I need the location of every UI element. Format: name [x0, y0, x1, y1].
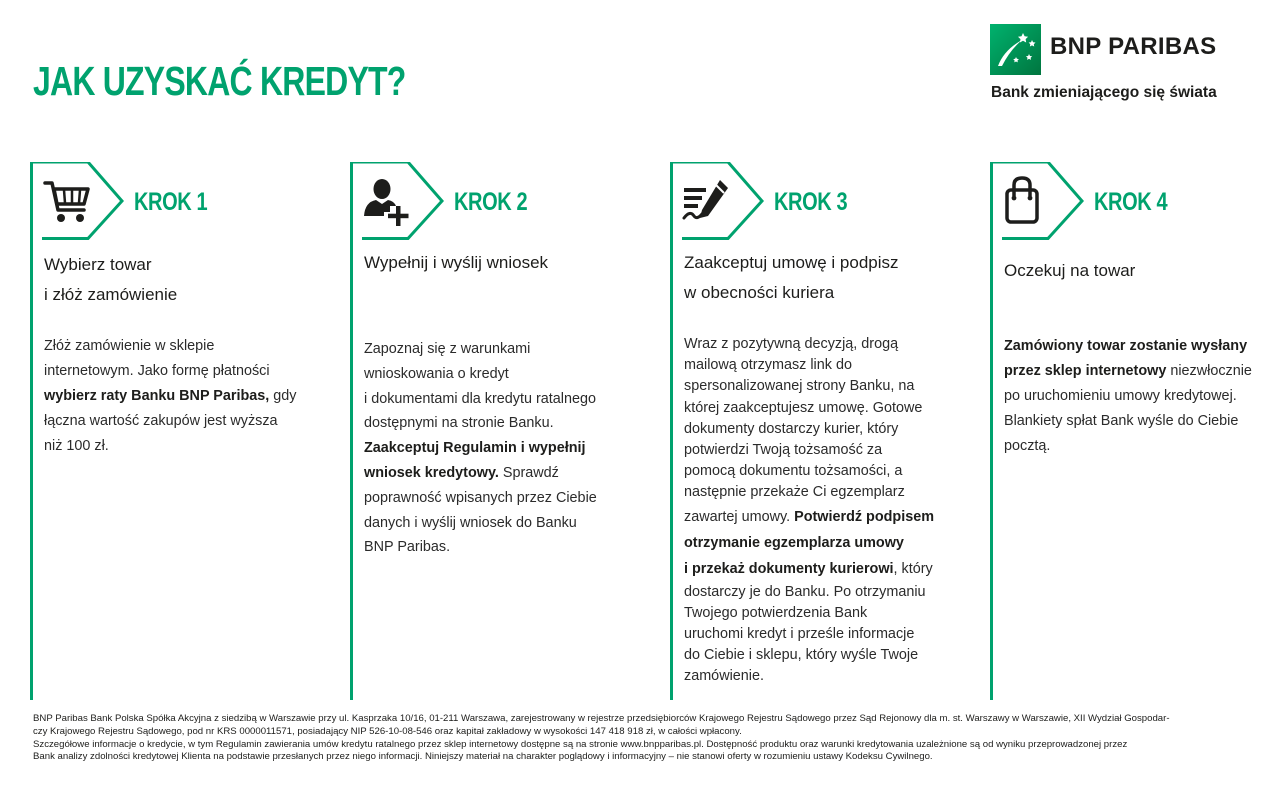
step-description — [44, 334, 296, 459]
text-line: i przekaż dokumenty kurierowi, który — [684, 560, 933, 577]
step-1 — [30, 160, 330, 702]
text-line: do Ciebie i sklepu, który wyśle Twoje — [684, 647, 919, 664]
text-line: łączna wartość zakupów jest wyższa — [44, 413, 278, 429]
text-line: wniosek kredytowy. Sprawdź — [364, 464, 559, 481]
text-line: dostępnymi na stronie Banku. — [364, 415, 554, 432]
text-line: dostarczy je do Banku. Po otrzymaniu — [684, 583, 926, 600]
text-line: zawartej umowy. Potwierdź podpisem — [684, 508, 935, 525]
step-3 — [670, 160, 970, 702]
text-line: uruchomi kredyt i prześle informacje — [684, 626, 915, 643]
text-line: Wraz z pozytywną decyzją, drogą — [684, 336, 899, 352]
text-line: następnie przekaże Ci egzemplarz — [684, 484, 905, 501]
text-line: przez sklep internetowy niezwłocznie — [1004, 363, 1252, 379]
brand-name: BNP PARIBAS — [1050, 33, 1217, 60]
step-heading: Zaakceptuj umowę i podpisz w obecności kuriera — [684, 253, 899, 302]
text-line: spersonalizowanej strony Banku, na — [684, 378, 915, 395]
text-line: mailową otrzymasz link do — [684, 357, 852, 374]
step-heading: Wypełnij i wyślij wniosek — [364, 253, 549, 272]
text-line: której zaakceptujesz umowę. Gotowe — [684, 399, 923, 416]
text-line: danych i wyślij wniosek do Banku — [364, 514, 577, 531]
step-label: KROK 3 — [774, 188, 848, 216]
step-description — [364, 337, 597, 560]
step-description — [1004, 334, 1252, 459]
text-line: dokumenty dostarczy kurier, który — [684, 420, 899, 437]
text-line: Zaakceptuj Regulamin i wypełnij — [364, 440, 586, 457]
text-line: Złóż zamówienie w sklepie — [44, 338, 215, 354]
step-divider — [350, 162, 353, 700]
text-line: zamówienie. — [684, 668, 764, 685]
step-4 — [990, 160, 1282, 702]
footer-line: BNP Paribas Bank Polska Spółka Akcyjna z siedzibą w Warszawie przy ul. Kasprzaka 10/16, 01-211 Warszawa, zarejestrowany w rejestrze przedsiębiorców Krajowego Rejestru Sądowego przez Sąd Rejonowy dla m. st. Warszawy w Warszawie, XII Wydział Gospodar- — [33, 713, 1170, 724]
step-divider — [670, 162, 673, 700]
text-line: wybierz raty Banku BNP Paribas, gdy — [44, 388, 297, 404]
step-divider — [30, 162, 33, 700]
text-line: i dokumentami dla kredytu ratalnego — [364, 390, 596, 407]
page-title: JAK UZYSKAĆ KREDYT? — [33, 58, 406, 104]
text-line: otrzymanie egzemplarza umowy — [684, 534, 904, 551]
step-heading: Wybierz towar i złóż zamówienie — [44, 255, 178, 304]
step-description — [684, 334, 934, 688]
add-user-icon — [362, 176, 412, 226]
text-line: Zapoznaj się z warunkami — [364, 341, 531, 357]
text-line: wnioskowania o kredyt — [364, 365, 509, 382]
footer-line: Szczegółowe informacje o kredycie, w tym Regulamin zawierania umów kredytu ratalnego przez sklep internetowy dostępne są na stronie www.bnpparibas.pl. Dostępność produktu oraz warunki kredytowania uzależnione są od wyniku przeprowadzonej przez — [33, 738, 1128, 750]
text-line: internetowym. Jako formę płatności — [44, 363, 270, 379]
bnp-paribas-logo-icon — [990, 24, 1041, 75]
step-label: KROK 4 — [1094, 188, 1168, 216]
brand-tagline: Bank zmieniającego się świata — [991, 84, 1217, 101]
step-heading: Oczekuj na towar — [1004, 261, 1136, 280]
step-divider — [990, 162, 993, 700]
text-line: poprawność wpisanych przez Ciebie — [364, 489, 597, 506]
brand-block — [990, 24, 1240, 106]
text-line: Blankiety spłat Bank wyśle do Ciebie — [1004, 413, 1239, 429]
text-line: pocztą. — [1004, 438, 1051, 454]
shopping-bag-icon — [1002, 176, 1052, 226]
sign-document-icon — [682, 176, 732, 226]
step-label: KROK 1 — [134, 188, 208, 216]
text-line: Twojego potwierdzenia Bank — [684, 604, 868, 621]
text-line: Zamówiony towar zostanie wysłany — [1004, 338, 1248, 354]
text-line: pomocą dokumentu tożsamości, a — [684, 463, 903, 480]
shopping-cart-icon — [42, 176, 92, 226]
text-line: po uruchomieniu umowy kredytowej. — [1004, 388, 1237, 404]
legal-footer — [33, 713, 1255, 764]
text-line: niż 100 zł. — [44, 438, 109, 454]
text-line: potwierdzi Twoją tożsamość za — [684, 442, 883, 459]
footer-line: Bank analizy zdolności kredytowej Klienta na podstawie przesłanych przez niego informacji. Niniejszy materiał na charakter poglądowy i informacyjny – nie stanowi oferty w rozumieniu ustawy Kodeksu Cywilnego. — [33, 751, 933, 763]
text-line: BNP Paribas. — [364, 539, 451, 556]
footer-line: czy Krajowego Rejestru Sądowego, pod nr KRS 0000011571, posiadający NIP 526-10-08-546 oraz kapitał zakładowy w wysokości 147 418 918 zł, w całości wpłacony. — [33, 725, 742, 737]
step-2 — [350, 160, 650, 702]
step-label: KROK 2 — [454, 188, 528, 216]
